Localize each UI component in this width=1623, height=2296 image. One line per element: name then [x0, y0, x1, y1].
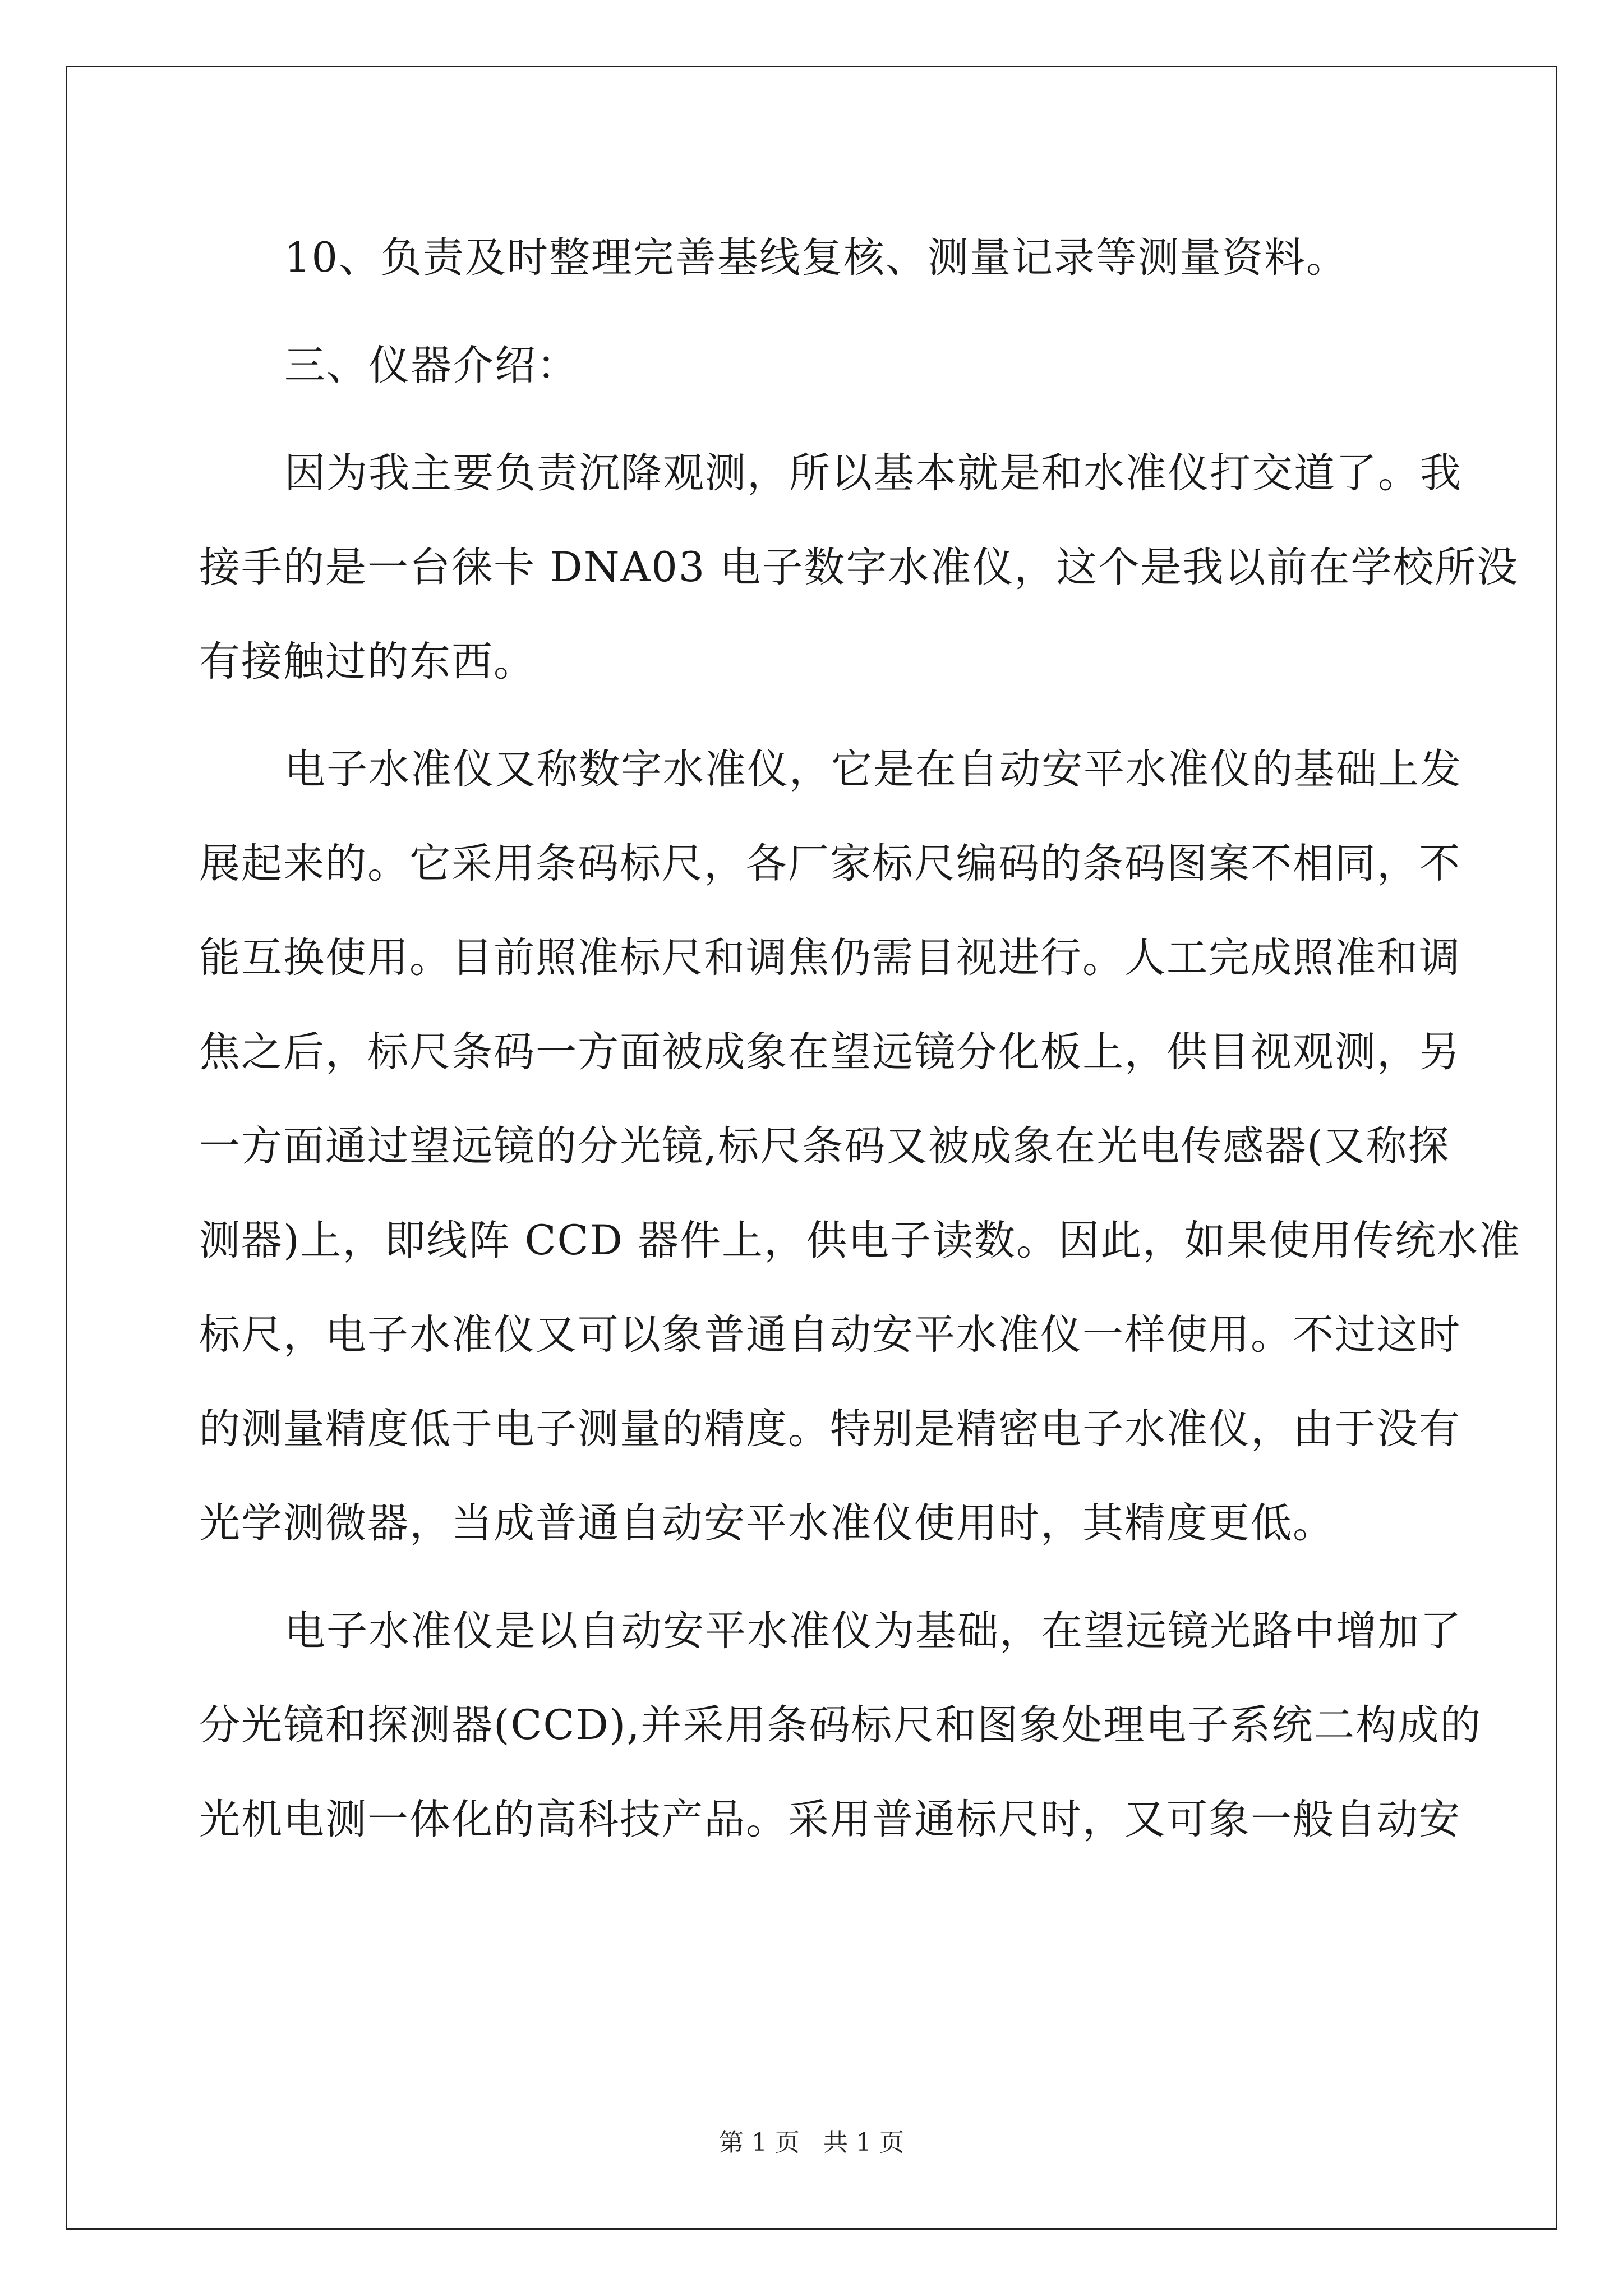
- text-line: 焦之后，标尺条码一方面被成象在望远镜分化板上，供目视观测，另: [199, 1028, 1461, 1076]
- text-line: 一方面通过望远镜的分光镜,标尺条码又被成象在光电传感器(又称探: [199, 1122, 1450, 1170]
- page-footer: [0, 2122, 1623, 2158]
- text-line: 因为我主要负责沉降观测，所以基本就是和水准仪打交道了。我: [284, 449, 1462, 497]
- page-number: 第 1 页: [719, 2128, 800, 2157]
- text-line: 测器)上，即线阵 CCD 器件上，供电子读数。因此，如果使用传统水准: [199, 1217, 1521, 1264]
- text-line: 10、负责及时整理完善基线复核、测量记录等测量资料。: [284, 234, 1348, 282]
- text-line: 分光镜和探测器(CCD),并采用条码标尺和图象处理电子系统二构成的: [199, 1701, 1482, 1749]
- text-line: 标尺，电子水准仪又可以象普通自动安平水准仪一样使用。不过这时: [199, 1311, 1461, 1359]
- total-pages: 共 1 页: [823, 2128, 904, 2157]
- document-body: [199, 211, 1521, 1880]
- paragraph-4: [199, 723, 1521, 1571]
- paragraph-1: [199, 211, 1422, 305]
- text-line: 能互换使用。目前照准标尺和调焦仍需目视进行。人工完成照准和调: [199, 934, 1461, 982]
- text-line: 展起来的。它采用条码标尺，各厂家标尺编码的条码图案不相同，不: [199, 840, 1461, 887]
- section-heading: 三、仪器介绍：: [284, 342, 579, 389]
- paragraph-3: [199, 426, 1519, 709]
- text-line: 的测量精度低于电子测量的精度。特别是精密电子水准仪，由于没有: [199, 1405, 1461, 1453]
- text-line: 光机电测一体化的高科技产品。采用普通标尺时，又可象一般自动安: [199, 1796, 1461, 1843]
- text-line: 光学测微器，当成普通自动安平水准仪使用时，其精度更低。: [199, 1499, 1335, 1547]
- text-line: 电子水准仪又称数字水准仪，它是在自动安平水准仪的基础上发: [284, 746, 1462, 793]
- text-line: 电子水准仪是以自动安平水准仪为基础，在望远镜光路中增加了: [284, 1607, 1462, 1655]
- text-line: 接手的是一台徕卡 DNA03 电子数字水准仪，这个是我以前在学校所没: [199, 544, 1519, 591]
- paragraph-5: [199, 1584, 1482, 1867]
- text-line: 有接触过的东西。: [199, 638, 536, 685]
- paragraph-2: [199, 319, 1422, 413]
